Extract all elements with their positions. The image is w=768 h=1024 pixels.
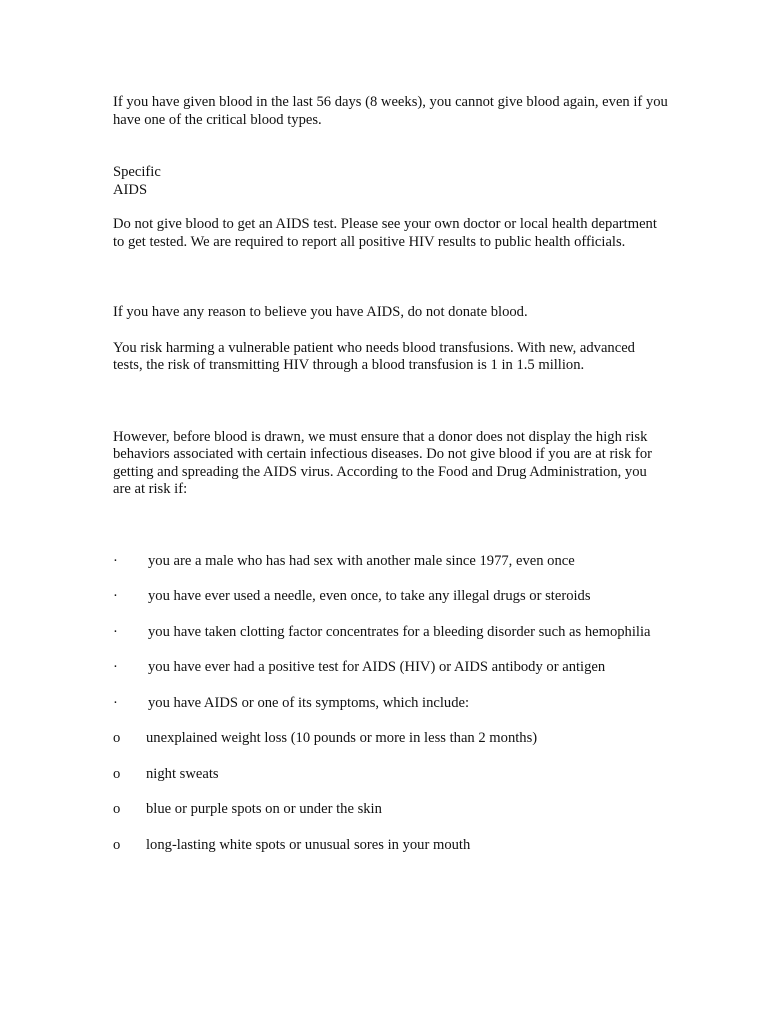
however-paragraph: However, before blood is drawn, we must ensure that a donor does not display the high risk behaviors associated with certain infectious diseases. Do not give blood if you are at risk for getting and spreading the AIDS virus. According to the Food and Drug Administration, you are at risk if: [113, 428, 653, 497]
risk-paragraph: You risk harming a vulnerable patient who needs blood transfusions. With new, advanced tests, the risk of transmitting HIV through a blood transfusion is 1 in 1.5 million. [113, 339, 635, 373]
sub-bullet-marker: o [113, 765, 121, 782]
sub-list-item-text: night sweats [146, 765, 219, 782]
bullet-marker: · [113, 659, 118, 675]
list-item-text: you have taken clotting factor concentrates for a bleeding disorder such as hemophilia [148, 623, 651, 640]
list-item-text: you are a male who has had sex with another male since 1977, even once [148, 552, 575, 569]
risk-list [113, 553, 668, 713]
aids-test-paragraph: Do not give blood to get an AIDS test. Please see your own doctor or local health department to get tested. We are required to report all positive HIV results to public health officials. [113, 216, 657, 250]
bullet-marker: · [113, 694, 118, 711]
heading-specific: Specific [113, 164, 161, 180]
list-item-text: you have AIDS or one of its symptoms, which include: [148, 694, 470, 711]
sub-bullet-marker: o [113, 730, 121, 746]
list-item-text: you have ever used a needle, even once, to take any illegal drugs or steroids [148, 588, 591, 604]
intro-paragraph: If you have given blood in the last 56 days (8 weeks), you cannot give blood again, even if you have one of the critical blood types. [113, 94, 668, 128]
document-page [113, 94, 668, 872]
list-item [113, 624, 668, 642]
sub-bullet-marker: o [113, 801, 121, 817]
sub-list-item-text: long-lasting white spots or unusual sores in your mouth [146, 836, 471, 853]
bullet-marker: · [113, 552, 118, 569]
list-item [113, 659, 668, 677]
section-heading [113, 164, 668, 199]
list-item-text: you have ever had a positive test for AIDS (HIV) or AIDS antibody or antigen [148, 659, 606, 675]
bullet-marker: · [113, 588, 118, 604]
heading-aids: AIDS [113, 181, 148, 198]
sub-list-item [113, 766, 668, 784]
sub-list-item-text: unexplained weight loss (10 pounds or more in less than 2 months) [146, 730, 538, 746]
sub-list-item [113, 837, 668, 855]
list-item [113, 695, 668, 713]
list-item [113, 553, 668, 571]
sub-list-item-text: blue or purple spots on or under the skin [146, 801, 382, 817]
bullet-marker: · [113, 623, 118, 640]
list-item [113, 588, 668, 606]
sub-list-item [113, 801, 668, 819]
sub-bullet-marker: o [113, 836, 121, 853]
reason-paragraph: If you have any reason to believe you have AIDS, do not donate blood. [113, 304, 528, 320]
sub-list-item [113, 730, 668, 748]
symptom-list [113, 730, 668, 854]
